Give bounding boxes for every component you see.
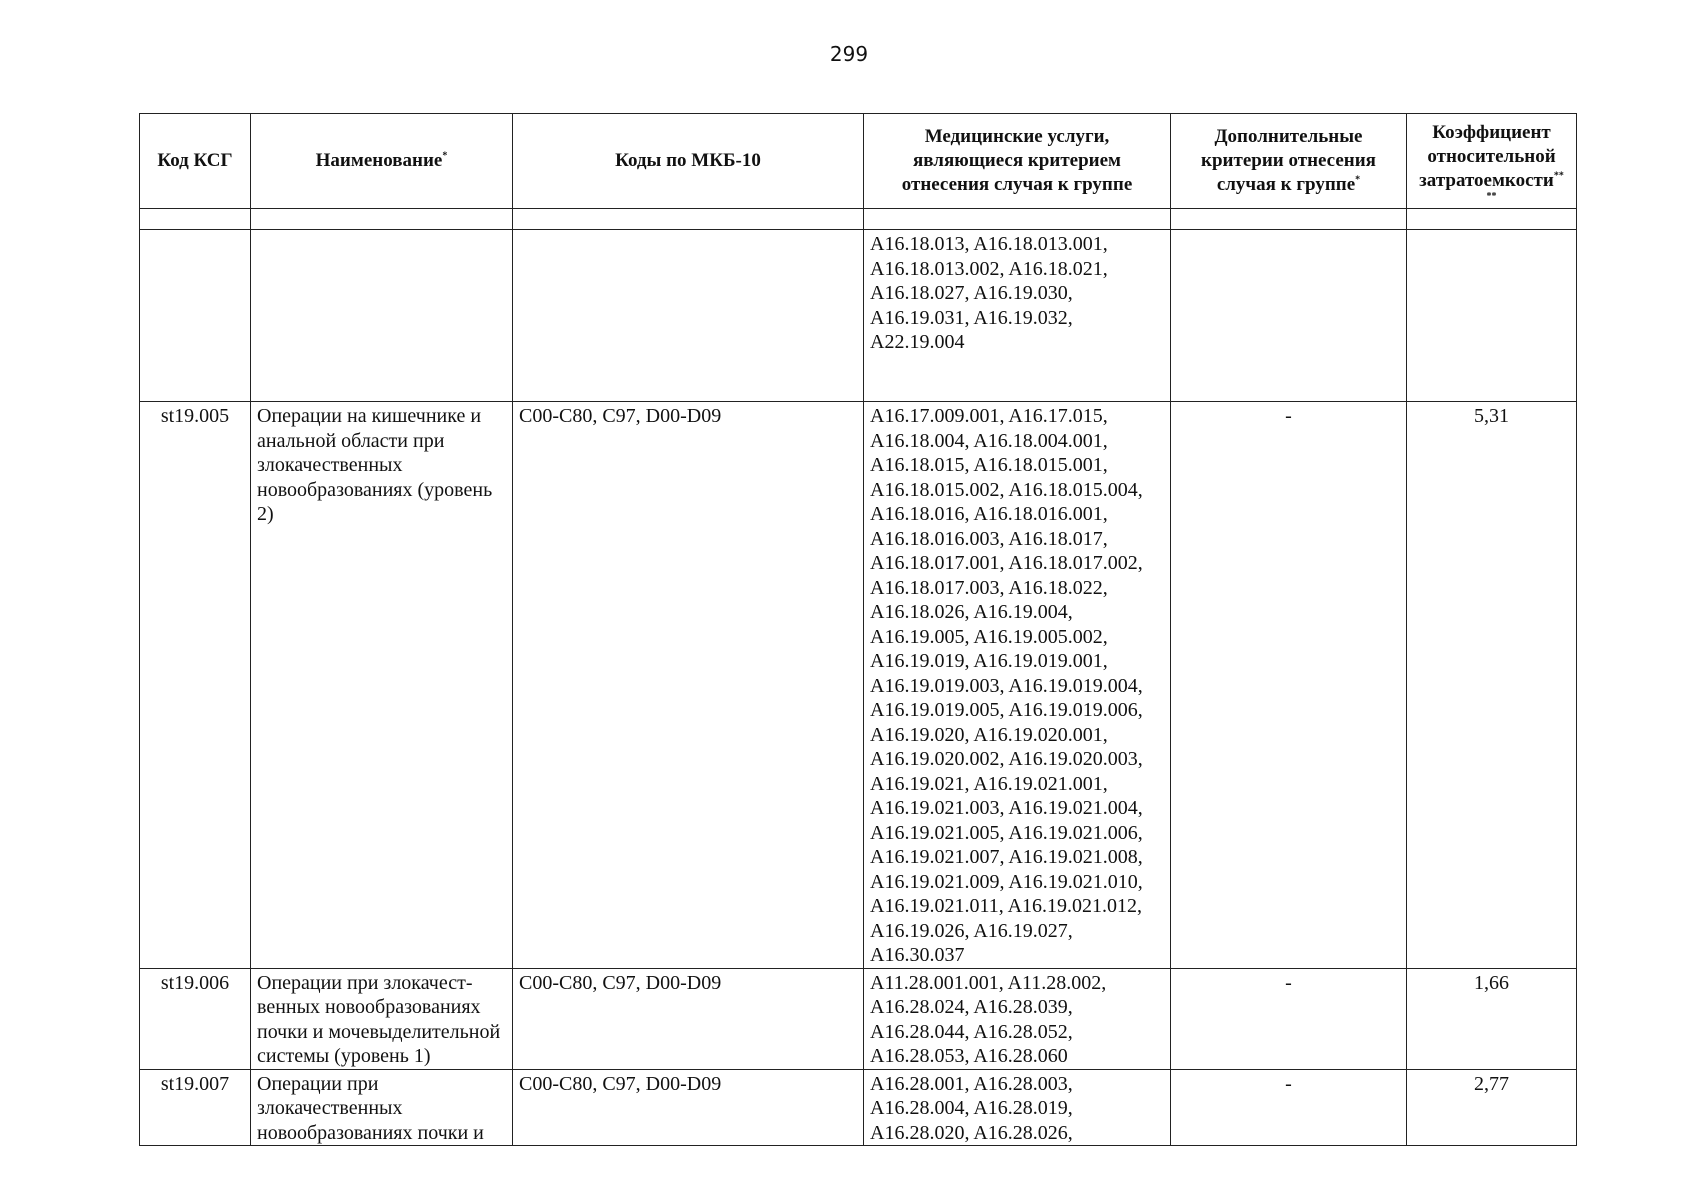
header-extra-footnote-mark: * — [1355, 174, 1361, 186]
cell-extra: - — [1171, 968, 1407, 1069]
cell-mkb: C00-C80, C97, D00-D09 — [513, 968, 864, 1069]
ksg-table — [139, 113, 1577, 1146]
cell-coefficient — [1407, 230, 1577, 402]
cell-name: Операции на кишечнике и анальной области при злокачественных новообразованиях (уровень 2) — [251, 402, 513, 969]
header-mkb-codes: Коды по МКБ-10 — [513, 114, 864, 209]
cell-coefficient: 1,66 — [1407, 968, 1577, 1069]
cell-services: A11.28.001.001, A11.28.002, A16.28.024, A16.28.039, A16.28.044, A16.28.052, A16.28.053, A16.28.060 — [864, 968, 1171, 1069]
table-row — [140, 402, 1577, 969]
page-number: 299 — [829, 42, 869, 66]
header-extra-criteria: Дополнительные критерии отнесения случая к группе* — [1171, 114, 1407, 209]
cell-mkb: C00-C80, C97, D00-D09 — [513, 1069, 864, 1146]
header-coef-footnote-mark: ** — [1553, 170, 1564, 182]
cell-code: st19.005 — [140, 402, 251, 969]
cell-name: Операции при злокачественных новообразованиях почки и — [251, 1069, 513, 1146]
table-row — [140, 1069, 1577, 1146]
cell-extra — [1171, 230, 1407, 402]
cell-code: st19.007 — [140, 1069, 251, 1146]
header-row — [140, 114, 1577, 209]
cell-code: st19.006 — [140, 968, 251, 1069]
cell-name — [251, 230, 513, 402]
cell-coefficient: 2,77 — [1407, 1069, 1577, 1146]
header-name: Наименование* — [251, 114, 513, 209]
cell-mkb — [513, 230, 864, 402]
spacer-row — [140, 209, 1577, 230]
cell-services: A16.17.009.001, A16.17.015, A16.18.004, A16.18.004.001, A16.18.015, A16.18.015.001, A16.18.015.002, A16.18.015.004, A16.18.016, A16.18.016.001, A16.18.016.003, A16.18.017, A16.18.017.001, A16.18.017.002, A16.18.017.003, A16.18.022, A16.18.026, A16.19.004, A16.19.005, A16.19.005.002, A16.19.019, A16.19.019.001, A16.19.019.003, A16.19.019.004, A16.19.019.005, A16.19.019.006, A16.19.020, A16.19.020.001, A16.19.020.002, A16.19.020.003, A16.19.021, A16.19.021.001, A16.19.021.003, A16.19.021.004, A16.19.021.005, A16.19.021.006, A16.19.021.007, A16.19.021.008, A16.19.021.009, A16.19.021.010, A16.19.021.011, A16.19.021.012, A16.19.026, A16.19.027, A16.30.037 — [864, 402, 1171, 969]
header-services: Медицинские услуги, являющиеся критерием отнесения случая к группе — [864, 114, 1171, 209]
table-row — [140, 968, 1577, 1069]
header-code: Код КСГ — [140, 114, 251, 209]
cell-code — [140, 230, 251, 402]
cell-services: A16.18.013, A16.18.013.001, A16.18.013.002, A16.18.021, A16.18.027, A16.19.030, A16.19.031, A16.19.032, A22.19.004 — [864, 230, 1171, 402]
cell-extra: - — [1171, 402, 1407, 969]
cell-services: A16.28.001, A16.28.003, A16.28.004, A16.28.019, A16.28.020, A16.28.026, — [864, 1069, 1171, 1146]
cell-extra: - — [1171, 1069, 1407, 1146]
header-coefficient: Коэффициент относительной затратоемкости** ** — [1407, 114, 1577, 209]
table-row — [140, 230, 1577, 402]
header-coef-footnote-mark-2: ** — [1486, 191, 1497, 202]
cell-mkb: C00-C80, C97, D00-D09 — [513, 402, 864, 969]
header-name-footnote-mark: * — [442, 150, 448, 162]
cell-name: Операции при злокачест- венных новообразованиях почки и мочевыделительной системы (уровень 1) — [251, 968, 513, 1069]
cell-coefficient: 5,31 — [1407, 402, 1577, 969]
